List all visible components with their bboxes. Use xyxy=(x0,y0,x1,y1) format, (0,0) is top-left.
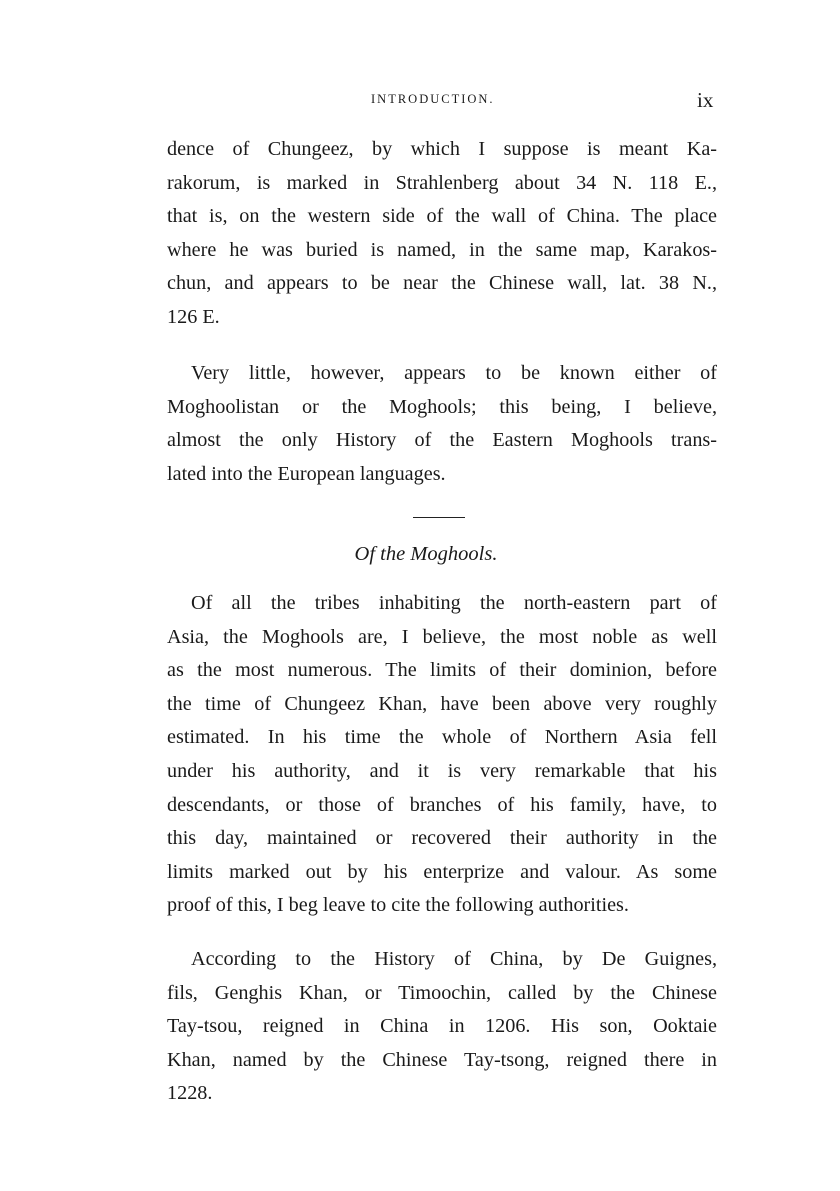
text-line: Of all the tribes inhabiting the north-eastern part of xyxy=(191,592,717,614)
text-line: where he was buried is named, in the same map, Karakos- xyxy=(167,238,717,261)
text-line: limits marked out by his enterprize and valour. As some xyxy=(167,860,717,883)
text-line: as the most numerous. The limits of their dominion, before xyxy=(167,659,717,682)
text-line: proof of this, I beg leave to cite the following authorities. xyxy=(167,894,629,917)
paragraph-4 xyxy=(167,943,717,1111)
text-line: this day, maintained or recovered their authority in the xyxy=(167,827,717,850)
text-line: 1228. xyxy=(167,1082,213,1105)
text-line: that is, on the western side of the wall of China. The place xyxy=(167,205,717,228)
text-line: almost the only History of the Eastern Moghools trans- xyxy=(167,429,717,452)
text-line: descendants, or those of branches of his family, have, to xyxy=(167,793,717,816)
text-line: rakorum, is marked in Strahlenberg about 34 N. 118 E., xyxy=(167,171,717,194)
text-line: According to the History of China, by De Guignes, xyxy=(191,948,717,970)
section-heading-text: Of the Moghools. xyxy=(354,543,498,565)
text-line: fils, Genghis Khan, or Timoochin, called by the Chinese xyxy=(167,981,717,1004)
page-number: ix xyxy=(697,88,714,112)
text-line: Moghoolistan or the Moghools; this being, I believe, xyxy=(167,395,717,418)
text-line: chun, and appears to be near the Chinese wall, lat. 38 N., xyxy=(167,272,717,295)
text-line: estimated. In his time the whole of Northern Asia fell xyxy=(167,726,717,749)
text-line: Khan, named by the Chinese Tay-tsong, reigned there in xyxy=(167,1048,717,1071)
running-head xyxy=(0,90,840,114)
text-line: Very little, however, appears to be known either of xyxy=(191,362,717,384)
paragraph-1 xyxy=(167,133,717,335)
paragraph-2 xyxy=(167,357,717,491)
text-line: 126 E. xyxy=(167,305,220,328)
running-title: INTRODUCTION. xyxy=(371,92,495,106)
text-line: dence of Chungeez, by which I suppose is meant Ka- xyxy=(167,138,717,160)
section-divider xyxy=(413,517,465,518)
text-line: under his authority, and it is very remarkable that his xyxy=(167,759,717,782)
text-line: lated into the European languages. xyxy=(167,462,446,485)
text-line: Asia, the Moghools are, I believe, the most noble as well xyxy=(167,625,717,648)
text-line: the time of Chungeez Khan, have been above very roughly xyxy=(167,692,717,715)
section-heading xyxy=(0,543,840,566)
text-line: Tay-tsou, reigned in China in 1206. His son, Ooktaie xyxy=(167,1015,717,1038)
paragraph-3 xyxy=(167,587,717,923)
